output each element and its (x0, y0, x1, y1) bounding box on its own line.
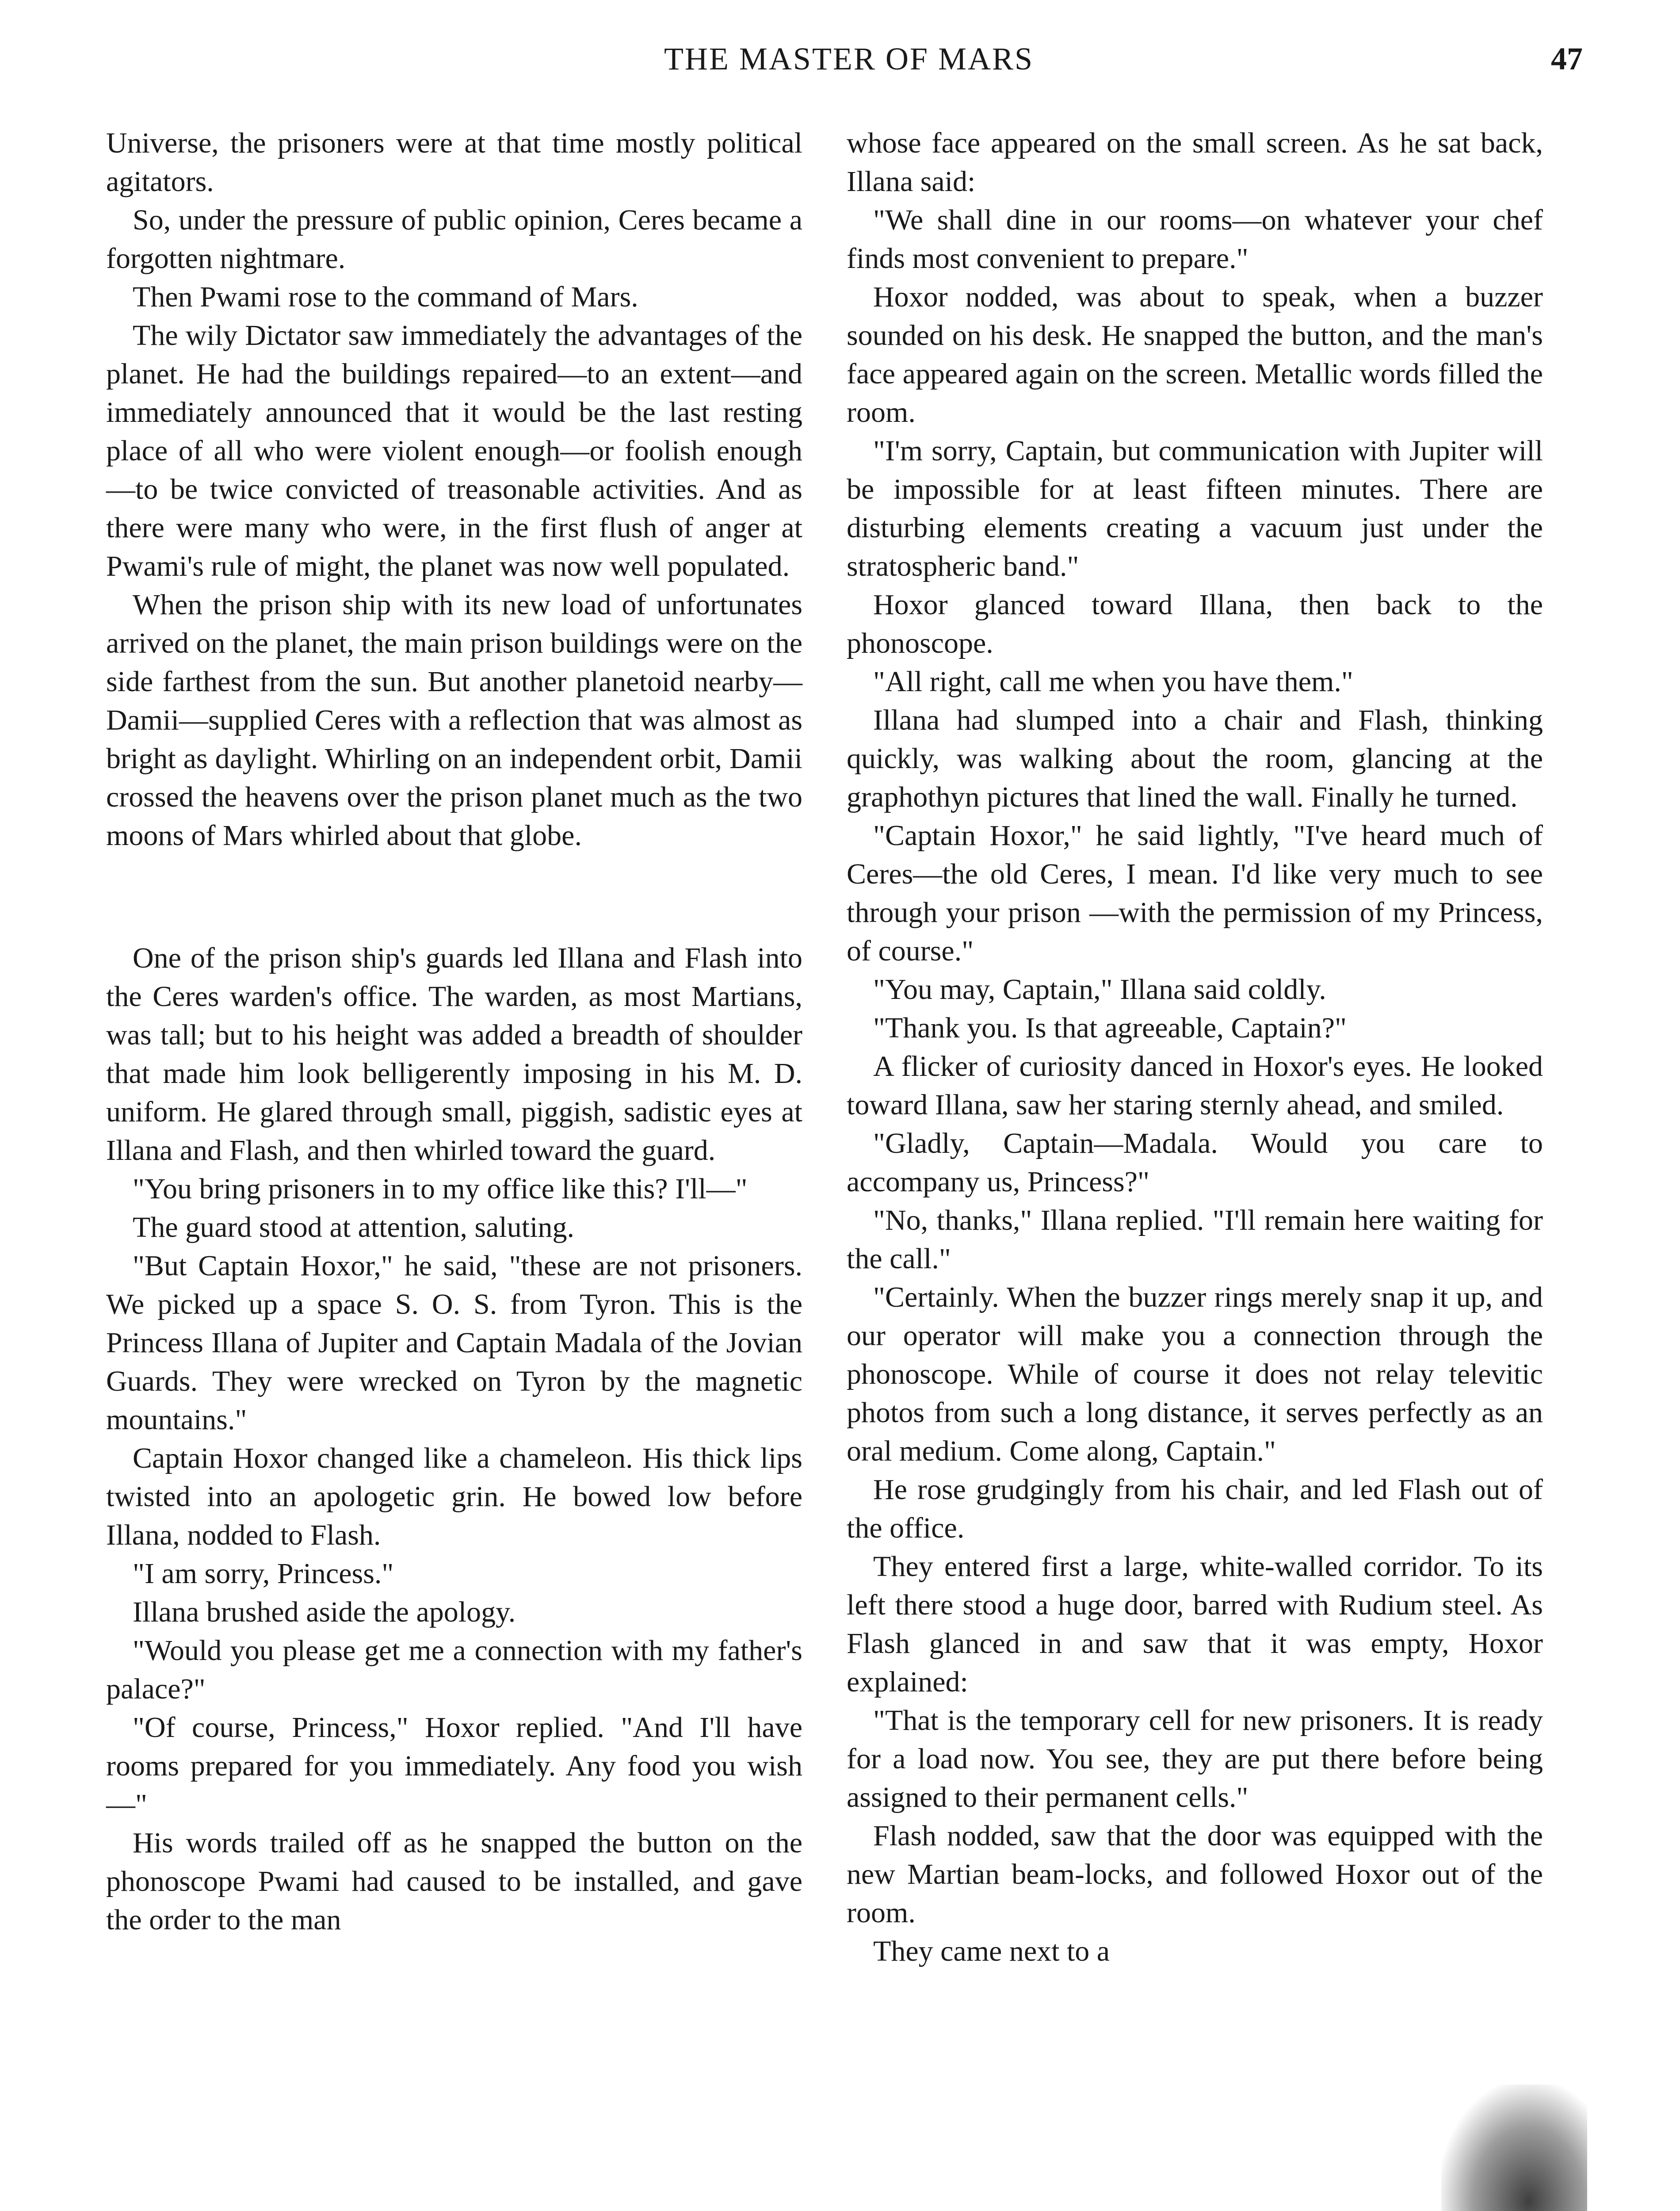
paragraph: "Certainly. When the buzzer rings merely snap it up, and our operator will make you a connection through the phonoscope. While of course it does not relay televitic photos from such a long distance, it serves perfectly as an oral medium. Come along, Captain." (847, 1281, 1543, 1467)
paragraph: Illana brushed aside the apology. (133, 1596, 516, 1628)
paragraph: "You may, Captain," Illana said coldly. (873, 973, 1326, 1006)
paragraph: When the prison ship with its new load of unfortunates arrived on the planet, the main prison buildings were on the side farthest from the sun. But another planetoid nearby—Damii—supplied Ceres with a reflection that was almost as bright as daylight. Whirling on an independent orbit, Damii crossed the heavens over the prison planet much as the two moons of Mars whirled about that globe. (106, 589, 802, 852)
paragraph: His words trailed off as he snapped the button on the phonoscope Pwami had caused to be installed, and gave the order to the man (106, 1827, 802, 1936)
running-title: THE MASTER OF MARS (664, 41, 1034, 77)
paragraph: Then Pwami rose to the command of Mars. (133, 281, 638, 313)
left-column (106, 124, 802, 1939)
page-number: 47 (1551, 41, 1583, 77)
paragraph: The guard stood at attention, saluting. (133, 1211, 574, 1243)
paragraph: "I'm sorry, Captain, but communication with Jupiter will be impossible for at least fifteen minutes. There are disturbing elements creating a vacuum just under the stratospheric band." (847, 435, 1543, 582)
paragraph: "You bring prisoners in to my office like this? I'll—" (133, 1173, 748, 1205)
paragraph: The wily Dictator saw immediately the advantages of the planet. He had the buildings repaired—to an extent—and immediately announced that it would be the last resting place of all who were violent enough—or foolish enough—to be twice convicted of treasonable activities. And as there were many who were, in the first flush of anger at Pwami's rule of might, the planet was now well populated. (106, 319, 802, 582)
paragraph: Hoxor glanced toward Illana, then back to the phonoscope. (847, 589, 1543, 659)
paragraph: So, under the pressure of public opinion, Ceres became a forgotten nightmare. (106, 204, 802, 275)
paragraph: "All right, call me when you have them." (873, 666, 1353, 698)
paragraph: Hoxor nodded, was about to speak, when a buzzer sounded on his desk. He snapped the button, and the man's face appeared again on the screen. Metallic words filled the room. (847, 281, 1543, 428)
paragraph: He rose grudgingly from his chair, and led Flash out of the office. (847, 1473, 1543, 1544)
paragraph: "Of course, Princess," Hoxor replied. "And I'll have rooms prepared for you immediately. Any food you wish—" (106, 1711, 802, 1821)
paragraph: Universe, the prisoners were at that time mostly political agitators. (106, 127, 802, 198)
paragraph: "Captain Hoxor," he said lightly, "I've heard much of Ceres—the old Ceres, I mean. I'd like very much to see through your prison —with the permission of my Princess, of course." (847, 819, 1543, 967)
paragraph: "No, thanks," Illana replied. "I'll remain here waiting for the call." (847, 1204, 1543, 1275)
paragraph: "Thank you. Is that agreeable, Captain?" (873, 1012, 1347, 1044)
paragraph: "I am sorry, Princess." (133, 1557, 394, 1590)
paragraph: "But Captain Hoxor," he said, "these are not prisoners. We picked up a space S. O. S. from Tyron. This is the Princess Illana of Jupiter and Captain Madala of the Jovian Guards. They were wrecked on Tyron by the magnetic mountains." (106, 1250, 802, 1436)
paragraph: "Would you please get me a connection with my father's palace?" (106, 1634, 802, 1705)
page-header (115, 41, 1583, 89)
paragraph: One of the prison ship's guards led Illana and Flash into the Ceres warden's office. The warden, as most Martians, was tall; but to his height was added a breadth of shoulder that made him look belligerently imposing in his M. D. uniform. He glared through small, piggish, sadistic eyes at Illana and Flash, and then whirled toward the guard. (106, 942, 802, 1167)
paragraph: They entered first a large, white-walled corridor. To its left there stood a huge door, barred with Rudium steel. As Flash glanced in and saw that it was empty, Hoxor explained: (847, 1550, 1543, 1698)
paragraph: Captain Hoxor changed like a chameleon. His thick lips twisted into an apologetic grin. He bowed low before Illana, nodded to Flash. (106, 1442, 802, 1551)
paragraph: Flash nodded, saw that the door was equipped with the new Martian beam-locks, and followed Hoxor out of the room. (847, 1820, 1543, 1929)
paragraph: "Gladly, Captain—Madala. Would you care to accompany us, Princess?" (847, 1127, 1543, 1198)
paragraph: They came next to a (873, 1935, 1110, 1967)
paragraph: A flicker of curiosity danced in Hoxor's eyes. He looked toward Illana, saw her staring sternly ahead, and smiled. (847, 1050, 1543, 1121)
ink-smudge (1441, 2085, 1587, 2211)
paragraph: "We shall dine in our rooms—on whatever your chef finds most convenient to prepare." (847, 204, 1543, 275)
paragraph: whose face appeared on the small screen. As he sat back, Illana said: (847, 127, 1543, 198)
paragraph: "That is the temporary cell for new prisoners. It is ready for a load now. You see, they are put there before being assigned to their permanent cells." (847, 1704, 1543, 1813)
right-column (847, 124, 1543, 1970)
paragraph: Illana had slumped into a chair and Flash, thinking quickly, was walking about the room, glancing at the graphothyn pictures that lined the wall. Finally he turned. (847, 704, 1543, 813)
